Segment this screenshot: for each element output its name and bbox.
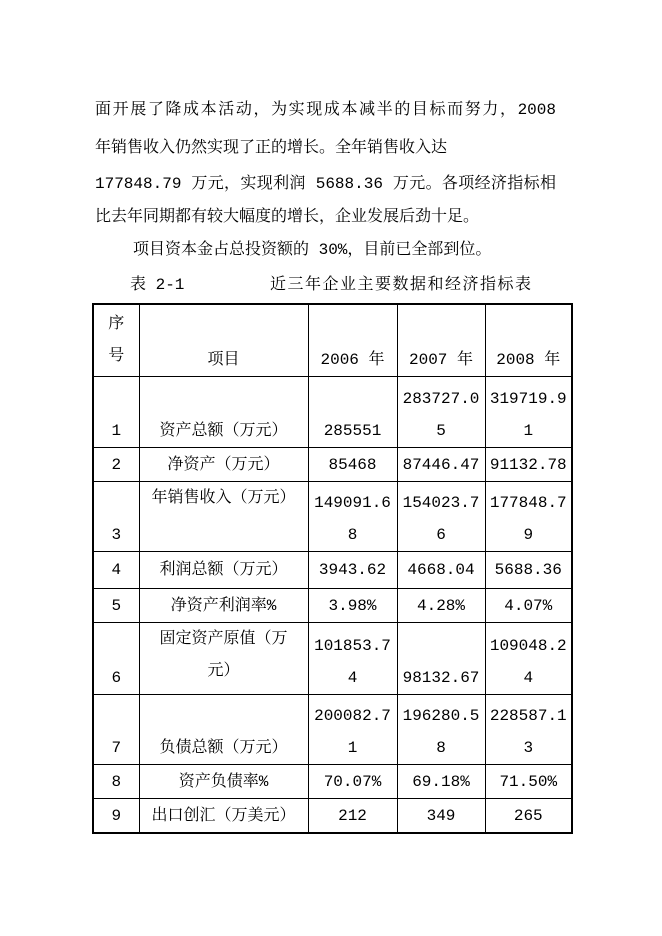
value-text: 3.98% bbox=[328, 596, 377, 615]
value-text: 1 bbox=[523, 421, 534, 440]
value-text: 285551 bbox=[323, 421, 382, 440]
value-2007 bbox=[397, 551, 485, 588]
row-item-text: 出口创汇（万美元） bbox=[151, 807, 296, 825]
value-2006 bbox=[308, 481, 397, 551]
row-number-text: 4 bbox=[111, 560, 122, 579]
row-number-text: 7 bbox=[111, 738, 122, 757]
row-item-text: 负债总额（万元） bbox=[159, 738, 288, 757]
row-number bbox=[93, 588, 139, 622]
header-2008 bbox=[485, 304, 572, 376]
row-item-text: 利润总额（万元） bbox=[159, 560, 288, 579]
value-text: 71.50% bbox=[499, 772, 558, 791]
table-row bbox=[93, 694, 572, 764]
row-item-text: 资产负债率% bbox=[178, 772, 269, 791]
value-text: 212 bbox=[338, 807, 367, 825]
table-row bbox=[93, 764, 572, 798]
value-text: 4.07% bbox=[504, 596, 553, 615]
row-item bbox=[139, 694, 308, 764]
value-2006 bbox=[308, 551, 397, 588]
value-2007 bbox=[397, 447, 485, 481]
value-2007 bbox=[397, 588, 485, 622]
value-2006 bbox=[308, 376, 397, 447]
value-text: 70.07% bbox=[323, 772, 382, 791]
header-item bbox=[139, 304, 308, 376]
row-number-text: 5 bbox=[111, 596, 122, 615]
value-2008 bbox=[485, 798, 572, 833]
value-text: 85468 bbox=[328, 455, 377, 474]
value-text: 5688.36 bbox=[494, 560, 562, 579]
value-2008 bbox=[485, 694, 572, 764]
value-2007 bbox=[397, 798, 485, 833]
row-number bbox=[93, 551, 139, 588]
row-item bbox=[139, 622, 308, 694]
row-item-text: 净资产利润率% bbox=[170, 596, 277, 615]
value-text: 101853.7 bbox=[314, 636, 391, 655]
value-2008 bbox=[485, 481, 572, 551]
row-item bbox=[139, 481, 308, 551]
paragraph-line: 177848.79 万元，实现利润 5688.36 万元。各项经济指标相 bbox=[95, 175, 556, 193]
table-row bbox=[93, 551, 572, 588]
value-text: 177848.7 bbox=[489, 493, 567, 512]
value-text: 200082.7 bbox=[314, 706, 391, 725]
value-text: 4 bbox=[347, 668, 358, 687]
row-number bbox=[93, 622, 139, 694]
value-text: 349 bbox=[426, 807, 456, 825]
value-text: 1 bbox=[347, 738, 358, 757]
header-2006 bbox=[308, 304, 397, 376]
paragraph-line: 比去年同期都有较大幅度的增长，企业发展后劲十足。 bbox=[95, 208, 480, 226]
value-text: 6 bbox=[436, 525, 446, 544]
row-number-text: 6 bbox=[111, 668, 122, 687]
table-row bbox=[93, 447, 572, 481]
value-2007 bbox=[397, 622, 485, 694]
row-number-text: 3 bbox=[111, 525, 122, 544]
value-2006 bbox=[308, 447, 397, 481]
indicator-table bbox=[92, 303, 573, 834]
value-text: 149091.6 bbox=[314, 493, 391, 512]
header-2008-text: 2008 年 bbox=[496, 350, 561, 369]
header-2006-text: 2006 年 bbox=[320, 350, 385, 369]
value-text: 228587.1 bbox=[489, 706, 567, 725]
row-item-text: 固定资产原值（万 bbox=[159, 629, 288, 648]
table-row bbox=[93, 798, 572, 833]
value-2008 bbox=[485, 376, 572, 447]
paragraph-line: 面开展了降成本活动，为实现成本减半的目标而努力，2008 bbox=[95, 101, 556, 119]
row-number-text: 8 bbox=[111, 772, 122, 791]
row-number bbox=[93, 447, 139, 481]
value-2006 bbox=[308, 622, 397, 694]
value-text: 154023.7 bbox=[402, 493, 480, 512]
table-title: 近三年企业主要数据和经济指标表 bbox=[270, 276, 533, 294]
row-item bbox=[139, 588, 308, 622]
value-2006 bbox=[308, 764, 397, 798]
value-text: 69.18% bbox=[412, 772, 470, 791]
header-2007-text: 2007 年 bbox=[408, 350, 473, 369]
value-text: 319719.9 bbox=[489, 389, 567, 408]
paragraph-line: 年销售收入仍然实现了正的增长。全年销售收入达 bbox=[95, 139, 448, 157]
value-2008 bbox=[485, 551, 572, 588]
row-item-text: 资产总额（万元） bbox=[159, 421, 288, 440]
header-no-text: 号 bbox=[108, 347, 125, 366]
value-text: 8 bbox=[347, 525, 358, 544]
header-no-text: 序 bbox=[108, 315, 125, 334]
value-2007 bbox=[397, 764, 485, 798]
table-row bbox=[93, 588, 572, 622]
row-item-text: 年销售收入（万元） bbox=[151, 488, 296, 507]
table-label: 表 2-1 bbox=[130, 276, 185, 294]
value-text: 91132.78 bbox=[489, 455, 567, 474]
value-text: 4668.04 bbox=[407, 560, 475, 579]
value-text: 9 bbox=[523, 525, 534, 544]
row-number bbox=[93, 481, 139, 551]
value-2008 bbox=[485, 622, 572, 694]
value-2007 bbox=[397, 481, 485, 551]
row-item bbox=[139, 764, 308, 798]
row-number bbox=[93, 798, 139, 833]
value-2006 bbox=[308, 798, 397, 833]
value-text: 5 bbox=[436, 421, 446, 440]
row-item bbox=[139, 447, 308, 481]
value-text: 4.28% bbox=[416, 596, 465, 615]
row-number bbox=[93, 764, 139, 798]
value-text: 265 bbox=[513, 807, 543, 825]
row-item-text: 元） bbox=[207, 661, 240, 680]
table-row bbox=[93, 622, 572, 694]
value-text: 4 bbox=[523, 668, 534, 687]
value-2006 bbox=[308, 588, 397, 622]
value-2007 bbox=[397, 376, 485, 447]
value-2008 bbox=[485, 588, 572, 622]
row-item bbox=[139, 551, 308, 588]
value-text: 98132.67 bbox=[402, 668, 480, 687]
row-number bbox=[93, 376, 139, 447]
value-2008 bbox=[485, 764, 572, 798]
value-text: 8 bbox=[436, 738, 446, 757]
table-header-row bbox=[93, 304, 572, 376]
row-item bbox=[139, 376, 308, 447]
value-text: 3 bbox=[523, 738, 534, 757]
value-2007 bbox=[397, 694, 485, 764]
value-text: 3943.62 bbox=[318, 560, 387, 579]
header-item-text: 项目 bbox=[207, 350, 240, 369]
value-text: 87446.47 bbox=[402, 455, 480, 474]
value-2006 bbox=[308, 694, 397, 764]
header-2007 bbox=[397, 304, 485, 376]
row-item bbox=[139, 798, 308, 833]
row-number bbox=[93, 694, 139, 764]
header-no bbox=[93, 304, 139, 376]
value-text: 283727.0 bbox=[402, 389, 480, 408]
value-text: 109048.2 bbox=[489, 636, 567, 655]
row-number-text: 1 bbox=[111, 421, 122, 440]
value-2008 bbox=[485, 447, 572, 481]
capital-paragraph: 项目资本金占总投资额的 30%，目前已全部到位。 bbox=[133, 241, 492, 259]
row-number-text: 2 bbox=[111, 455, 122, 474]
row-item-text: 净资产（万元） bbox=[167, 455, 280, 474]
row-number-text: 9 bbox=[111, 807, 122, 825]
table-row bbox=[93, 376, 572, 447]
value-text: 196280.5 bbox=[402, 706, 480, 725]
table-row bbox=[93, 481, 572, 551]
